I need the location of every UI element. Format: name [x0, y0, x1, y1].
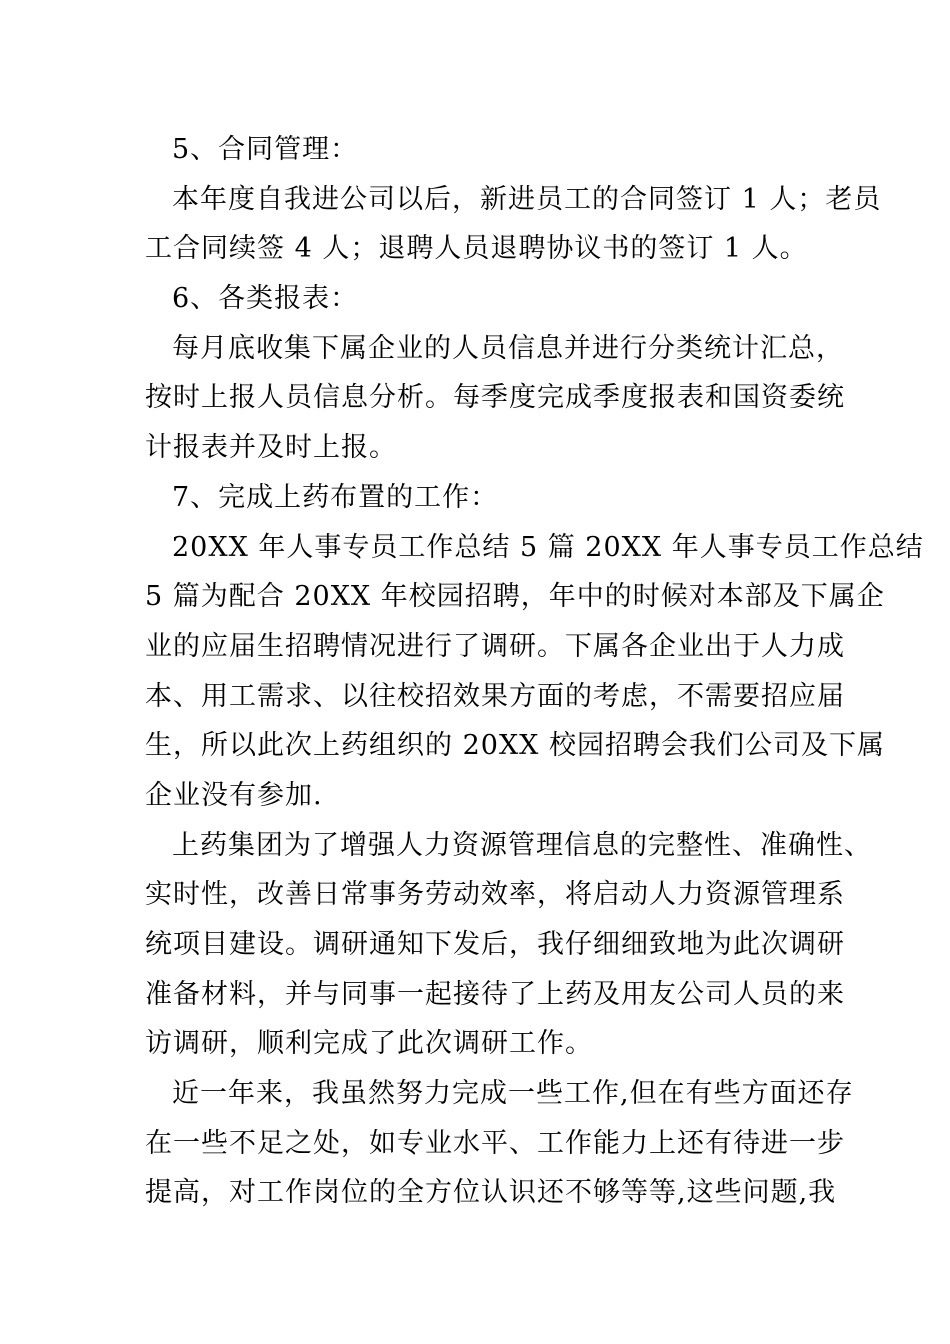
paragraph-line: 业的应届生招聘情况进行了调研。下属各企业出于人力成: [145, 631, 845, 662]
paragraph-line: 本年度自我进公司以后，新进员工的合同签订 1 人；老员: [172, 184, 882, 215]
paragraph-line: 访调研，顺利完成了此次调研工作。: [145, 1028, 593, 1059]
heading-shanghai-pharma-tasks: 7、完成上药布置的工作：: [172, 482, 499, 513]
paragraph-line: 本、用工需求、以往校招效果方面的考虑，不需要招应届: [145, 681, 845, 712]
paragraph-line: 企业没有参加.: [145, 780, 323, 811]
paragraph-line: 统项目建设。调研通知下发后，我仔细细致地为此次调研: [145, 929, 845, 960]
paragraph-line: 计报表并及时上报。: [145, 432, 397, 463]
paragraph-line: 在一些不足之处，如专业水平、工作能力上还有待进一步: [145, 1128, 845, 1159]
paragraph-line: 每月底收集下属企业的人员信息并进行分类统计汇总，: [172, 333, 844, 364]
paragraph-line: 5 篇为配合 20XX 年校园招聘，年中的时候对本部及下属企: [145, 581, 885, 612]
heading-reports: 6、各类报表：: [172, 283, 359, 314]
paragraph-line: 上药集团为了增强人力资源管理信息的完整性、准确性、: [172, 830, 872, 861]
paragraph-line: 近一年来，我虽然努力完成一些工作,但在有些方面还存: [172, 1078, 854, 1109]
paragraph-line: 按时上报人员信息分析。每季度完成季度报表和国资委统: [145, 382, 845, 413]
paragraph-line: 实时性，改善日常事务劳动效率，将启动人力资源管理系: [145, 879, 845, 910]
paragraph-line: 提高，对工作岗位的全方位认识还不够等等,这些问题,我: [145, 1177, 837, 1208]
paragraph-line: 20XX 年人事专员工作总结 5 篇 20XX 年人事专员工作总结: [172, 532, 924, 563]
paragraph-line: 工合同续签 4 人；退聘人员退聘协议书的签订 1 人。: [145, 233, 808, 264]
heading-contract-management: 5、合同管理：: [172, 134, 359, 165]
paragraph-line: 生，所以此次上药组织的 20XX 校园招聘会我们公司及下属: [145, 730, 885, 761]
paragraph-line: 准备材料，并与同事一起接待了上药及用友公司人员的来: [145, 979, 845, 1010]
